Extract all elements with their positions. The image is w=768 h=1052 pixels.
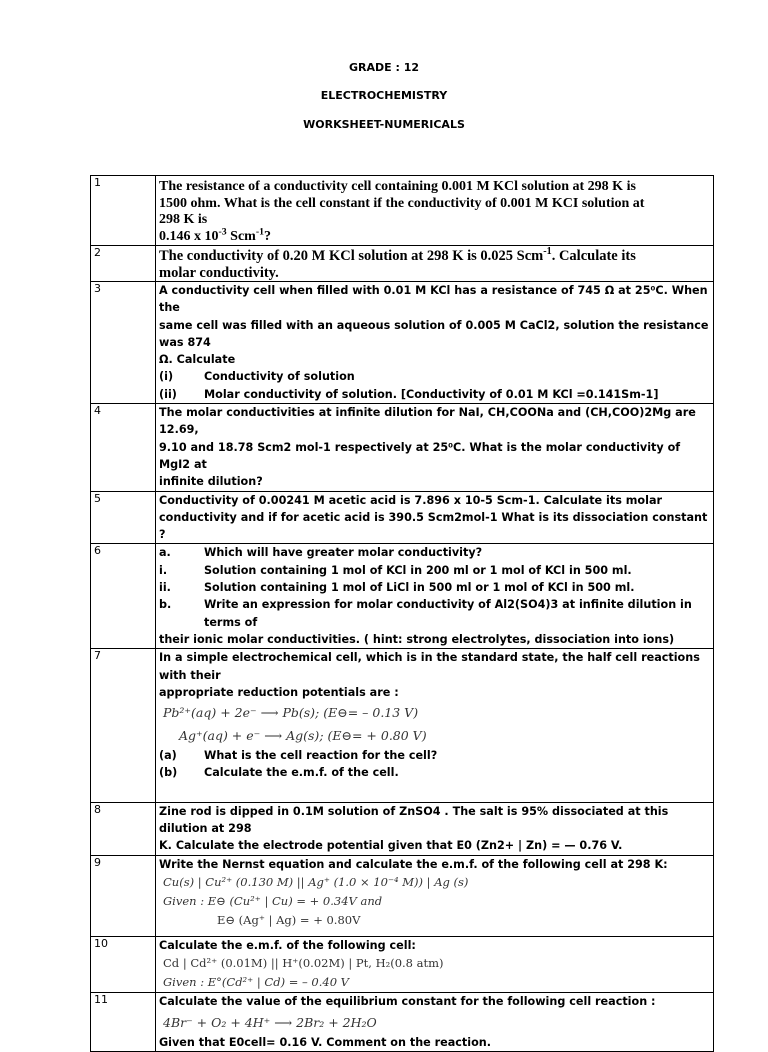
question-line: K. Calculate the electrode potential given that E0 (Zn2+ | Zn) = — 0.76 V. — [159, 839, 623, 853]
question-line: Zine rod is dipped in 0.1M solution of ZnSO4 . The salt is 95% dissociated at this dilution at 298 — [159, 804, 669, 836]
half-reaction-equation: Pb²⁺(aq) + 2e⁻ ⟶ Pb(s); (E⊖= – 0.13 V) — [163, 705, 419, 721]
question-row-10 — [91, 936, 714, 992]
question-number: 4 — [91, 404, 156, 491]
sub-item: b. Write an expression for molar conductivity of Al2(SO4)3 at infinite dilution in terms of — [159, 598, 692, 629]
question-row-5 — [91, 491, 714, 544]
spacer — [159, 930, 710, 936]
question-line: The conductivity of 0.20 M KCl solution at 298 K is 0.025 Scm$^{-1}$. Calculate its — [159, 246, 636, 264]
cell-reaction-equation: 4Br⁻ + O₂ + 4H⁺ ⟶ 2Br₂ + 2H₂O — [163, 1014, 377, 1030]
question-line: same cell was filled with an aqueous solution of 0.005 M CaCl2, solution the resistance was 874 — [159, 318, 709, 349]
sub-item: i. Solution containing 1 mol of KCl in 200 ml or 1 mol of KCl in 500 ml. — [159, 563, 632, 577]
question-text — [156, 404, 714, 491]
sub-item: ii. Solution containing 1 mol of LiCl in 500 ml or 1 mol of KCl in 500 ml. — [159, 581, 635, 595]
question-text — [156, 491, 714, 544]
question-line: 1500 ohm. What is the cell constant if the conductivity of 0.001 M KCI solution at — [159, 195, 645, 211]
question-line: The resistance of a conductivity cell containing 0.001 M KCl solution at 298 K is — [159, 179, 636, 194]
sub-item: (i) Conductivity of solution — [159, 370, 355, 384]
question-row-2 — [91, 246, 714, 282]
question-row-8 — [91, 802, 714, 855]
question-text — [156, 993, 714, 1052]
question-line: In a simple electrochemical cell, which is in the standard state, the half cell reactions with their — [159, 651, 700, 682]
question-number: 10 — [91, 936, 156, 992]
question-row-1 — [91, 176, 714, 246]
question-line: Write the Nernst equation and calculate the e.m.f. of the following cell at 298 K: — [159, 857, 668, 871]
question-text — [156, 282, 714, 404]
half-reaction-equation: Ag⁺(aq) + e⁻ ⟶ Ag(s); (E⊖= + 0.80 V) — [179, 728, 427, 744]
question-line: Ω. Calculate — [159, 353, 236, 367]
question-text — [156, 855, 714, 936]
questions-table — [90, 175, 714, 1052]
question-line: 0.146 x $10^{-3}$ Scm$^{-1}$? — [159, 225, 272, 244]
sub-item: (a) What is the cell reaction for the cell? — [159, 749, 438, 763]
question-line: Given that E0cell= 0.16 V. Comment on the reaction. — [159, 1035, 492, 1049]
question-row-7 — [91, 649, 714, 802]
worksheet-heading: WORKSHEET-NUMERICALS — [303, 118, 465, 131]
question-line: their ionic molar conductivities. ( hint: strong electrolytes, dissociation into ions) — [159, 632, 675, 646]
question-line: molar conductivity. — [159, 264, 279, 281]
question-row-9 — [91, 855, 714, 936]
question-number: 9 — [91, 855, 156, 936]
question-line: A conductivity cell when filled with 0.01 M KCl has a resistance of 745 Ω at 25⁰C. When the — [159, 284, 708, 315]
sub-item: (ii) Molar conductivity of solution. [Conductivity of 0.01 M KCl =0.141Sm-1] — [159, 387, 659, 401]
question-number: 7 — [91, 649, 156, 802]
sub-item: (b) Calculate the e.m.f. of the cell. — [159, 766, 399, 780]
question-line: 298 K is — [159, 212, 208, 227]
question-line: infinite dilution? — [159, 475, 263, 489]
question-line: Calculate the e.m.f. of the following cell: — [159, 938, 416, 952]
cell-notation: Cu(s) | Cu²⁺ (0.130 M) || Ag⁺ (1.0 × 10⁻⁴ M)) | Ag (s) — [163, 874, 469, 889]
question-number: 1 — [91, 176, 156, 246]
question-text — [156, 649, 714, 802]
cell-notation: Cd | Cd²⁺ (0.01M) || H⁺(0.02M) | Pt, H₂(0.8 atm) — [163, 956, 444, 971]
question-text — [156, 544, 714, 649]
question-row-6 — [91, 544, 714, 649]
question-text — [156, 176, 714, 246]
given-potential: E⊖ (Ag⁺ | Ag) = + 0.80V — [217, 912, 361, 927]
question-number: 11 — [91, 993, 156, 1052]
question-text — [156, 802, 714, 855]
question-number: 2 — [91, 246, 156, 282]
question-row-3 — [91, 282, 714, 404]
question-text — [156, 246, 714, 282]
question-number: 6 — [91, 544, 156, 649]
question-number: 8 — [91, 802, 156, 855]
question-line: conductivity and if for acetic acid is 390.5 Scm2mol-1 What is its dissociation constant ? — [159, 510, 708, 542]
grade-heading: GRADE : 12 — [348, 61, 420, 74]
question-line: appropriate reduction potentials are : — [159, 685, 399, 699]
given-potential: Given : E°(Cd²⁺ | Cd) = – 0.40 V — [163, 975, 349, 990]
question-text — [156, 936, 714, 992]
question-line: Calculate the value of the equilibrium constant for the following cell reaction : — [159, 995, 656, 1009]
question-line: Conductivity of 0.00241 M acetic acid is 7.896 x 10-5 Scm-1. Calculate its molar — [159, 493, 663, 507]
question-number: 5 — [91, 491, 156, 544]
question-row-11 — [91, 993, 714, 1052]
spacer — [159, 782, 710, 802]
question-line: The molar conductivities at infinite dilution for NaI, CH,COONa and (CH,COO)2Mg are 12.69, — [159, 406, 696, 437]
sub-item: a. Which will have greater molar conductivity? — [159, 546, 483, 560]
question-row-4 — [91, 404, 714, 491]
question-line: 9.10 and 18.78 Scm2 mol-1 respectively at 25⁰C. What is the molar conductivity of MgI2 at — [159, 440, 681, 471]
given-potential: Given : E⊖ (Cu²⁺ | Cu) = + 0.34V and — [163, 893, 383, 908]
question-number: 3 — [91, 282, 156, 404]
subject-heading: ELECTROCHEMISTRY — [320, 89, 448, 102]
